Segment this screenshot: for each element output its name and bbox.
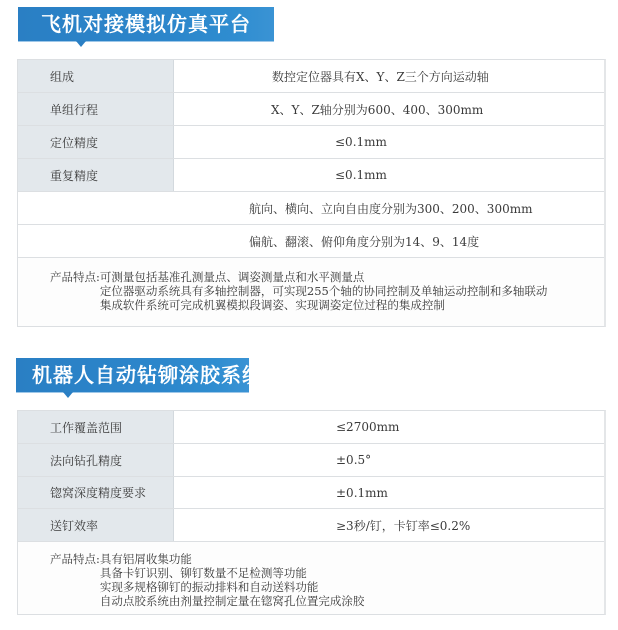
feature-item: 实现多规格铆钉的振动排料和自动送料功能 <box>99 580 319 594</box>
row-label: 锪窝深度精度要求 <box>18 477 174 508</box>
row-label: 工作覆盖范围 <box>18 411 174 443</box>
row-label: 送钉效率 <box>18 509 174 541</box>
banner-pointer-icon <box>63 392 73 398</box>
features-list <box>100 552 365 614</box>
row-value <box>174 60 604 92</box>
table-row-full <box>18 225 604 258</box>
row-label: 单组行程 <box>18 93 174 125</box>
row-value <box>174 477 604 508</box>
features-label: 产品特点: <box>50 270 100 284</box>
table-row <box>18 477 604 509</box>
row-value-text: ≤2700mm <box>336 420 400 434</box>
row-label: 重复精度 <box>18 159 174 191</box>
row-label: 组成 <box>18 60 174 92</box>
table-row <box>18 444 604 477</box>
table-row <box>18 509 604 542</box>
row-label: 法向钻孔精度 <box>18 444 174 476</box>
table-row <box>18 60 604 93</box>
feature-item: 可测量包括基准孔测量点、调姿测量点和水平测量点 <box>99 270 365 284</box>
features-label: 产品特点: <box>50 552 100 566</box>
table-row <box>18 126 604 159</box>
row-value-text: ±0.5° <box>336 453 372 467</box>
feature-item: 自动点胶系统由剂量控制定量在锪窝孔位置完成涂胶 <box>99 594 365 608</box>
product-features <box>18 542 604 614</box>
row-value <box>18 192 604 224</box>
row-value-text: ±0.1mm <box>336 485 388 500</box>
row-value <box>18 225 604 257</box>
section-title: 机器人自动钻铆涂胶系统 <box>32 363 263 387</box>
row-value-text: 航向、横向、立向自由度分别为300、200、300mm <box>249 201 533 216</box>
feature-item: 定位器驱动系统具有多轴控制器，可实现255个轴的协同控制及单轴运动控制和多轴联动 <box>99 284 548 298</box>
spec-table-robot-drilling <box>17 410 606 615</box>
table-row <box>18 93 604 126</box>
table-row <box>18 159 604 192</box>
product-features <box>18 258 604 326</box>
features-list <box>100 270 547 326</box>
row-value-text: 数控定位器具有X、Y、Z三个方向运动轴 <box>272 69 489 84</box>
row-value <box>174 93 604 125</box>
table-row <box>18 411 604 444</box>
row-value <box>174 444 604 476</box>
row-label: 定位精度 <box>18 126 174 158</box>
spec-table-docking-platform <box>17 59 606 327</box>
row-value-text: ≥3秒/钉，卡钉率≤0.2% <box>336 518 471 533</box>
row-value-text: ≤0.1mm <box>335 168 387 182</box>
feature-item: 具备卡钉识别、铆钉数量不足检测等功能 <box>99 566 307 580</box>
section-title: 飞机对接模拟仿真平台 <box>41 12 251 36</box>
banner-pointer-icon <box>76 41 86 47</box>
row-value <box>174 411 604 443</box>
section-banner-docking-platform <box>18 7 274 41</box>
feature-item: 具有铝屑收集功能 <box>99 552 192 566</box>
row-value-text: X、Y、Z轴分别为600、400、300mm <box>271 102 484 117</box>
feature-item: 集成软件系统可完成机翼模拟段调姿、实现调姿定位过程的集成控制 <box>99 298 445 312</box>
row-value <box>174 126 604 158</box>
row-value-text: 偏航、翻滚、俯仰角度分别为14、9、14度 <box>249 234 480 249</box>
row-value <box>174 509 604 541</box>
row-value-text: ≤0.1mm <box>335 135 387 149</box>
section-banner-robot-drilling <box>16 358 263 392</box>
row-value <box>174 159 604 191</box>
table-row-full <box>18 192 604 225</box>
